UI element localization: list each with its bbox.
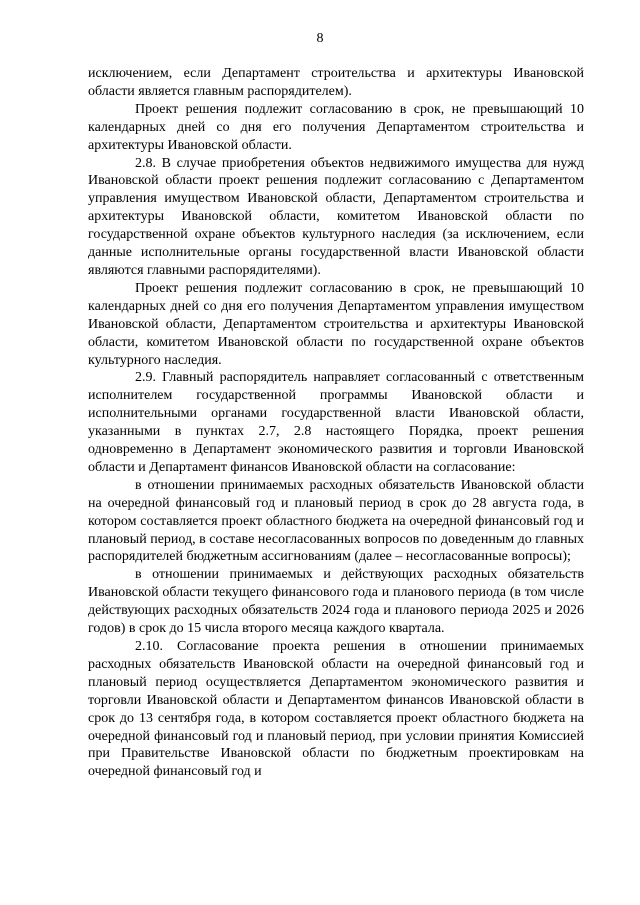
paragraph-5: 2.9. Главный распорядитель направляет согласованный с ответственным исполнителем государственной программы Ивановской области и исполнительными органами государственной власти Ивановской области, указанными в пунктах 2.7, 2.8 настоящего Порядка, проект решения одновременно в Департамент экономического развития и торговли Ивановской области и Департамент финансов Ивановской области на согласование:: [88, 370, 584, 475]
paragraph-4: Проект решения подлежит согласованию в срок, не превышающий 10 календарных дней со дня его получения Департаментом управления имуществом Ивановской области, Департаментом строительства и архитектуры Ивановской области, комитетом Ивановской области по государственной охране объектов культурного наследия.: [88, 280, 584, 368]
paragraph-7: в отношении принимаемых и действующих расходных обязательств Ивановской области текущего финансового года и планового периода (в том числе действующих расходных обязательств 2024 года и планового периода 2025 и 2026 годов) в срок до 15 числа второго месяца каждого квартала.: [88, 567, 584, 637]
paragraph-3: 2.8. В случае приобретения объектов недвижимого имущества для нужд Ивановской области проект решения подлежит согласованию с Департаментом управления имуществом Ивановской области, Департаментом строительства и архитектуры Ивановской области, комитетом Ивановской области по государственной охране объектов культурного наследия (за исключением, если данные исполнительные органы государственной власти Ивановской области являются главными распорядителями).: [88, 155, 584, 278]
paragraph-6: в отношении принимаемых расходных обязательств Ивановской области на очередной финансовый год и плановый период в срок до 28 августа года, в котором составляется проект областного бюджета на очередной финансовый год и плановый период, в составе несогласованных вопросов по доведенным до главных распорядителей бюджетным ассигнованиям (далее – несогласованные вопросы);: [88, 477, 584, 565]
document-body: [88, 65, 584, 781]
page-number: 8: [316, 31, 324, 46]
paragraph-1: исключением, если Департамент строительства и архитектуры Ивановской области является главным распорядителем).: [88, 66, 584, 99]
paragraph-2: Проект решения подлежит согласованию в срок, не превышающий 10 календарных дней со дня его получения Департаментом строительства и архитектуры Ивановской области.: [88, 101, 584, 153]
paragraph-8: 2.10. Согласование проекта решения в отношении принимаемых расходных обязательств Ивановской области на очередной финансовый год и плановый период осуществляется Департаментом экономического развития и торговли Ивановской области и Департаментом финансов Ивановской области в срок до 13 сентября года, в котором составляется проект областного бюджета на очередной финансовый год и плановый период, при условии принятия Комиссией при Правительстве Ивановской области по бюджетным проектировкам на очередной финансовый год и: [88, 639, 584, 780]
